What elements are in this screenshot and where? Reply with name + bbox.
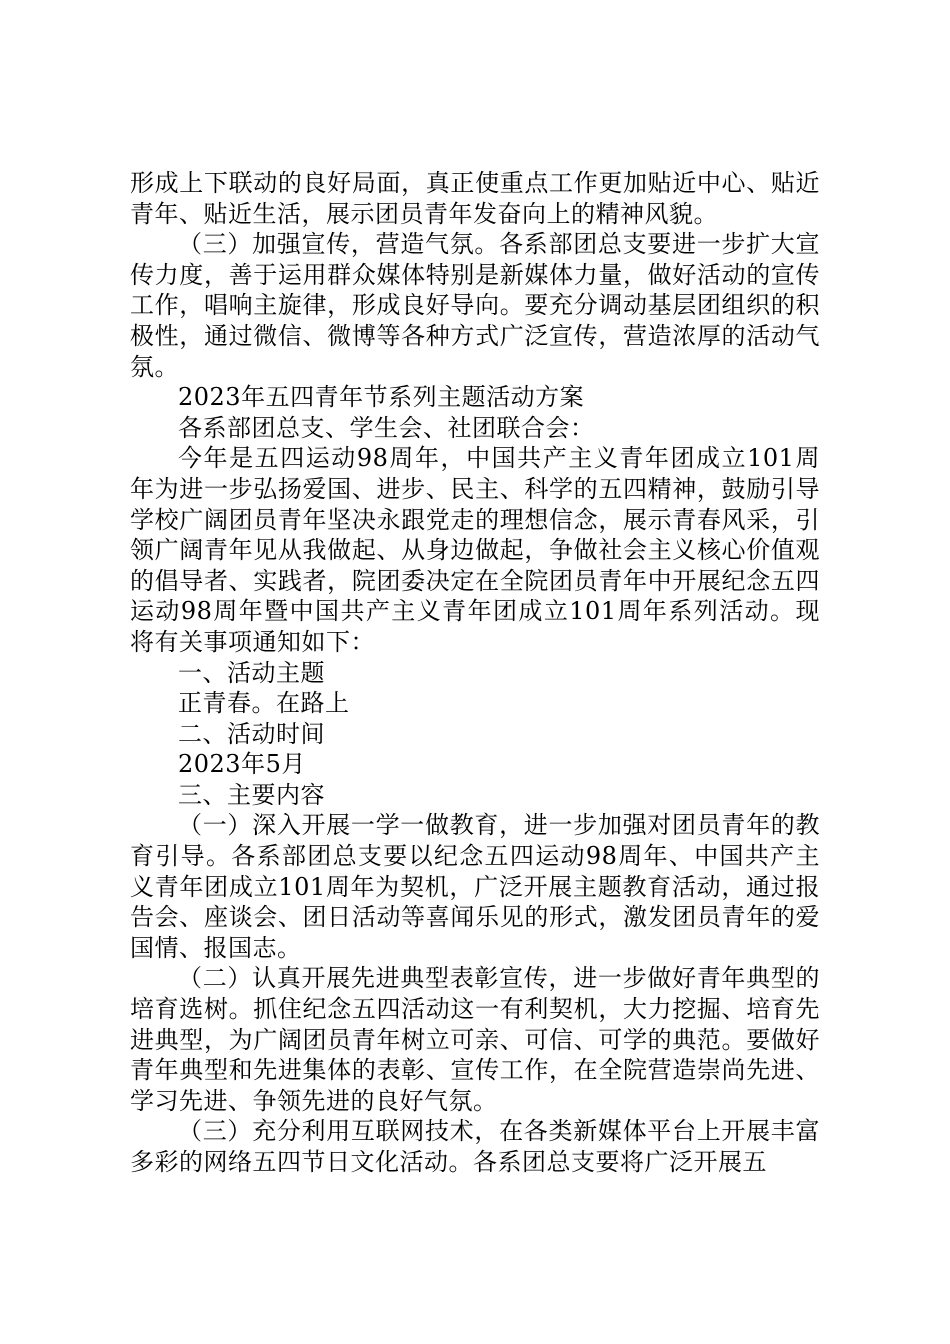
document-body xyxy=(130,168,820,1178)
paragraph-content-item-2: （二）认真开展先进典型表彰宣传，进一步做好青年典型的培育选树。抓住纪念五四活动这一有利契机，大力挖掘、培育先进典型，为广阔团员青年树立可亲、可信、可学的典范。要做好青年典型和先进集体的表彰、宣传工作，在全院营造崇尚先进、学习先进、争领先进的良好气氛。 xyxy=(130,964,820,1115)
paragraph-content-item-3: （三）充分利用互联网技术，在各类新媒体平台上开展丰富多彩的网络五四节日文化活动。各系团总支要将广泛开展五 xyxy=(130,1117,820,1176)
heading-activity-time: 二、活动时间 xyxy=(178,719,325,748)
paragraph-publicity: （三）加强宣传，营造气氛。各系部团总支要进一步扩大宣传力度，善于运用群众媒体特别是新媒体力量，做好活动的宣传工作，唱响主旋律，形成良好导向。要充分调动基层团组织的积极性，通过微信、微博等各种方式广泛宣传，营造浓厚的活动气氛。 xyxy=(130,230,820,381)
heading-main-content: 三、主要内容 xyxy=(178,780,325,809)
paragraph-continuation: 形成上下联动的良好局面，真正使重点工作更加贴近中心、贴近青年、贴近生活，展示团员青年发奋向上的精神风貌。 xyxy=(130,169,820,228)
activity-time-value: 2023年5月 xyxy=(178,750,306,779)
paragraph-content-item-1: （一）深入开展一学一做教育，进一步加强对团员青年的教育引导。各系部团总支要以纪念五四运动98周年、中国共产主义青年团成立101周年为契机，广泛开展主题教育活动，通过报告会、座谈会、团日活动等喜闻乐见的形式，激发团员青年的爱国情、报国志。 xyxy=(130,811,820,962)
salutation: 各系部团总支、学生会、社团联合会： xyxy=(178,413,595,442)
document-title: 2023年五四青年节系列主题活动方案 xyxy=(178,383,585,412)
activity-theme-value: 正青春。在路上 xyxy=(178,689,350,718)
heading-activity-theme: 一、活动主题 xyxy=(178,658,325,687)
paragraph-introduction: 今年是五四运动98周年，中国共产主义青年团成立101周年为进一步弘扬爱国、进步、民主、科学的五四精神，鼓励引导学校广阔团员青年坚决永跟党走的理想信念，展示青春风采，引领广阔青年见从我做起、从身边做起，争做社会主义核心价值观的倡导者、实践者，院团委决定在全院团员青年中开展纪念五四运动98周年暨中国共产主义青年团成立101周年系列活动。现将有关事项通知如下： xyxy=(130,444,820,656)
